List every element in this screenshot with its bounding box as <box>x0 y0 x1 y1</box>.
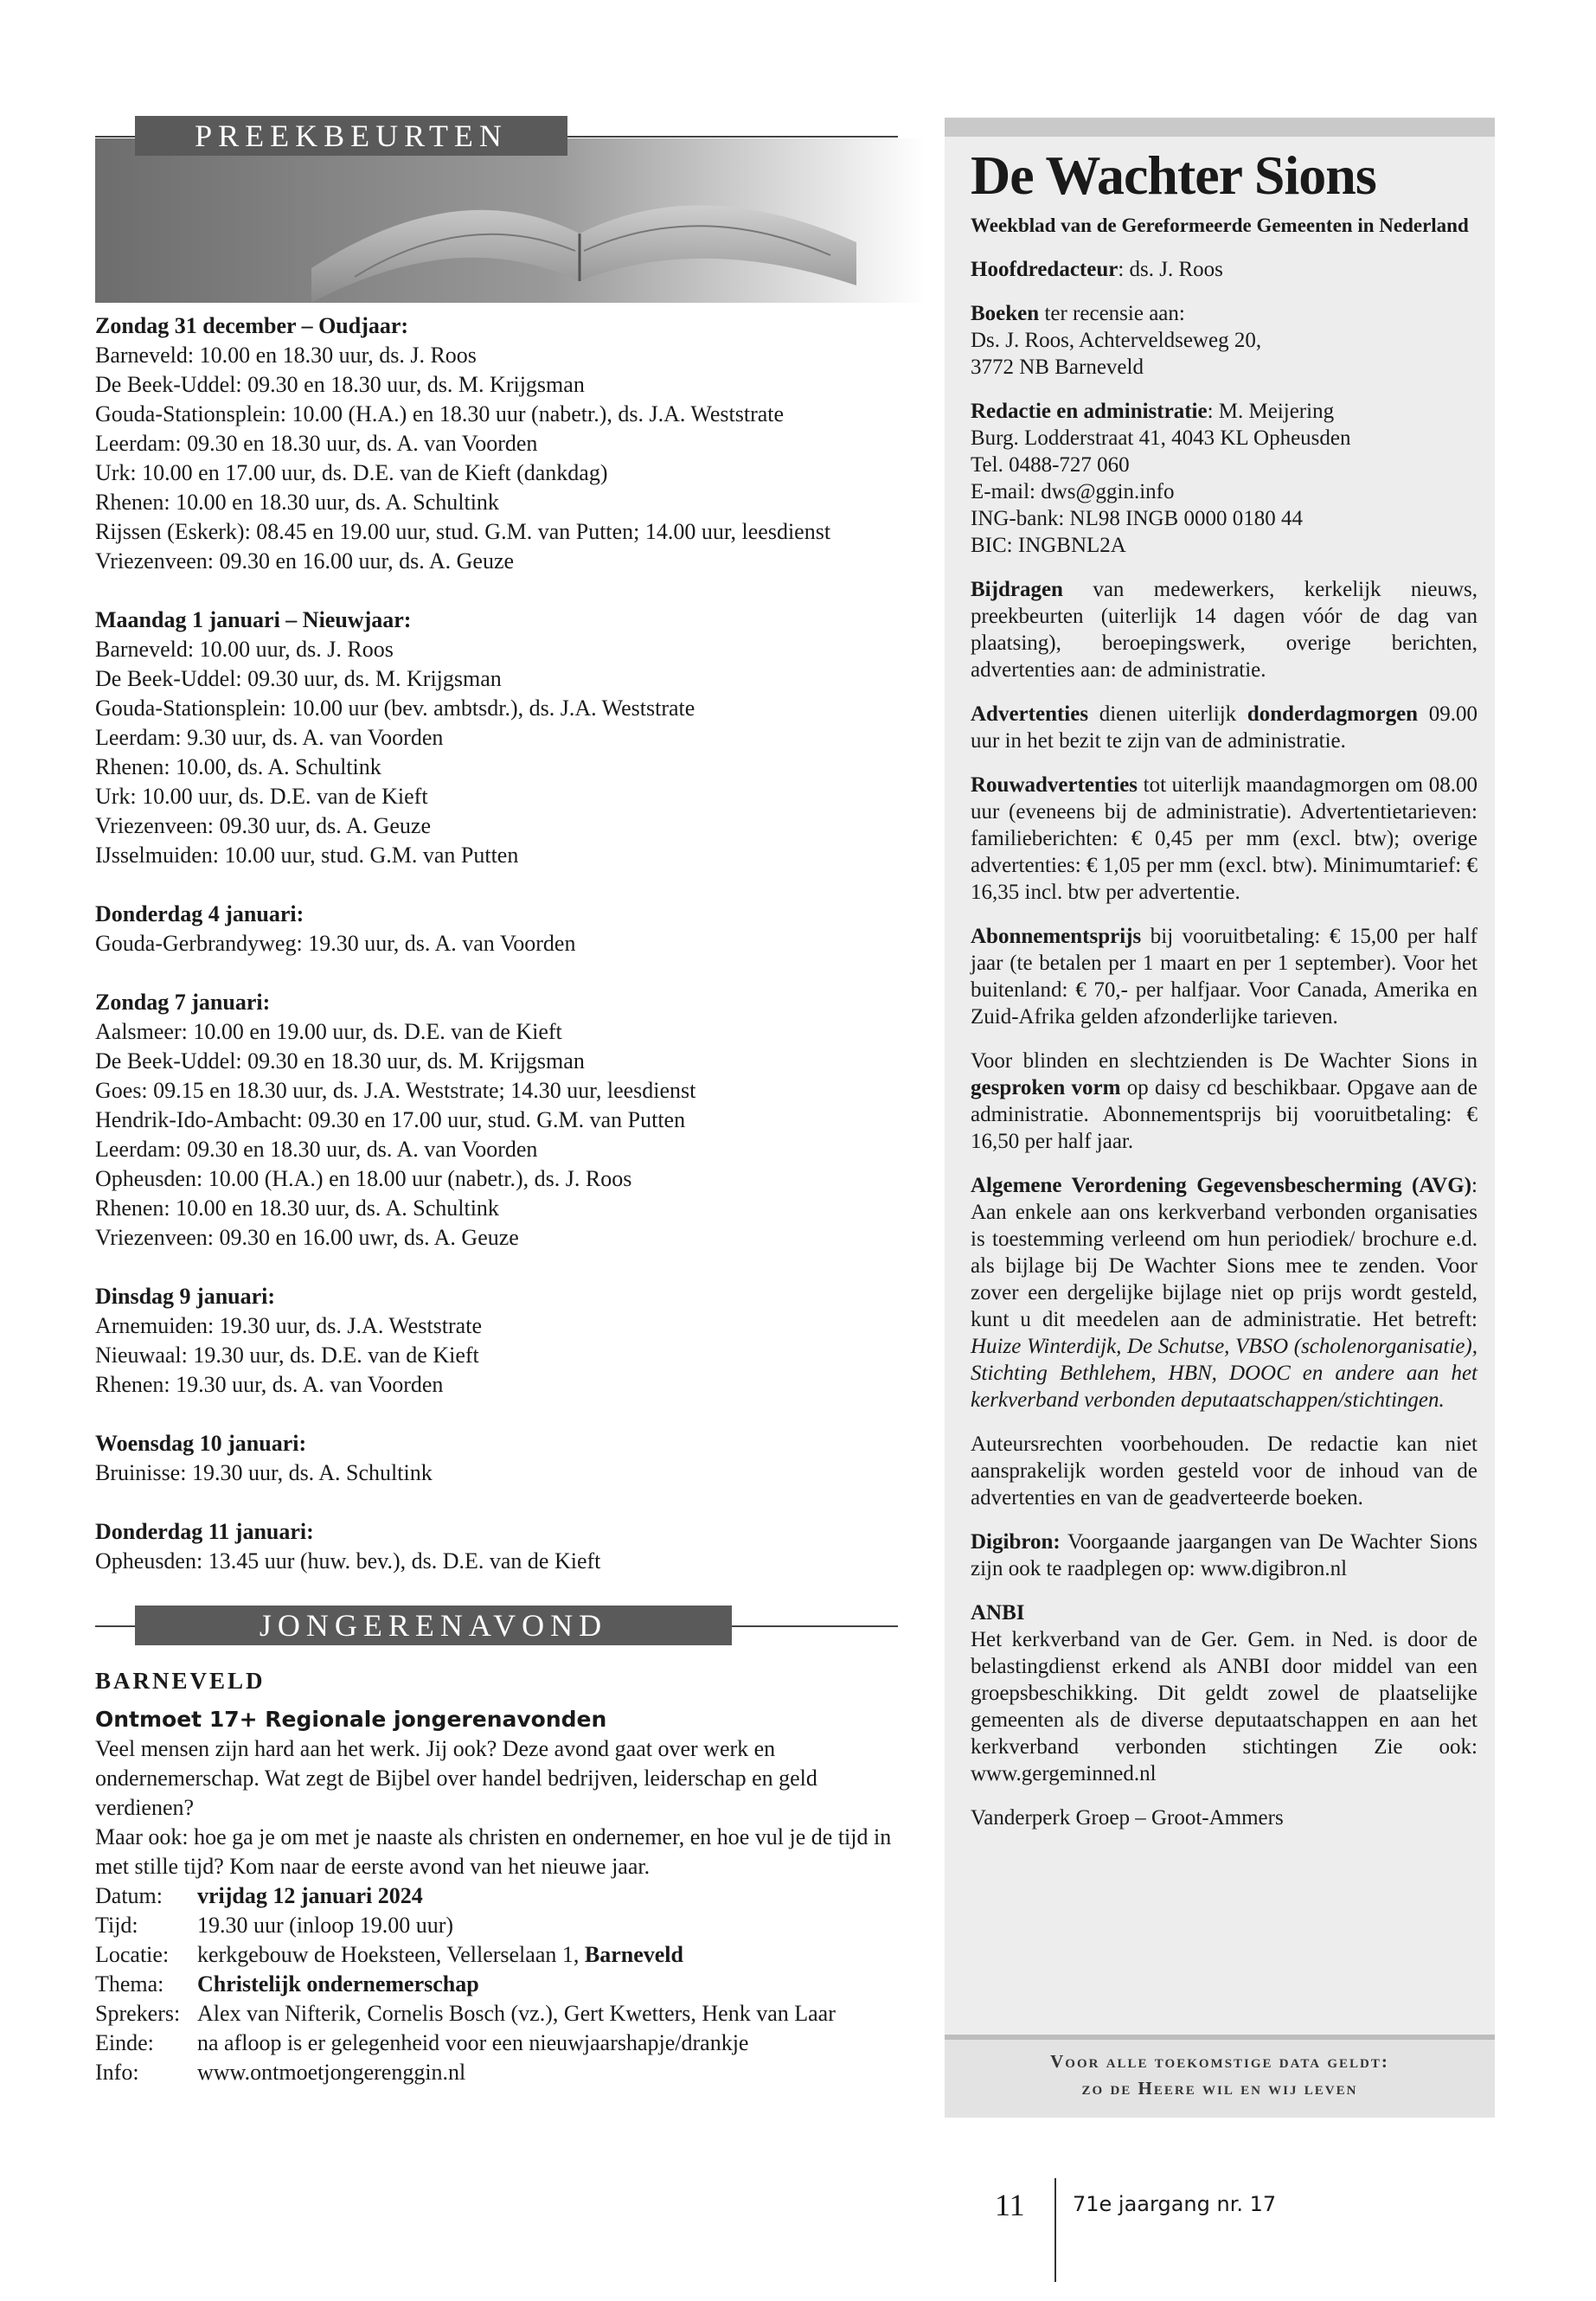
jongerenavond-title: JONGERENAVOND <box>135 1606 732 1645</box>
service-line: Rijssen (Eskerk): 08.45 en 19.00 uur, stud. G.M. van Putten; 14.00 uur, leesdienst <box>95 519 831 544</box>
day-block <box>95 1282 898 1400</box>
service-line: Nieuwaal: 19.30 uur, ds. D.E. van de Kieft <box>95 1343 479 1368</box>
detail-value[interactable]: www.ontmoetjongerenggin.nl <box>197 2060 466 2085</box>
service-line: Leerdam: 09.30 en 18.30 uur, ds. A. van Voorden <box>95 1137 538 1162</box>
detail-value: na afloop is er gelegenheid voor een nieuwjaarshapje/drankje <box>197 2030 749 2055</box>
service-line: IJsselmuiden: 10.00 uur, stud. G.M. van Putten <box>95 843 519 868</box>
day-block <box>95 988 898 1253</box>
advertenties: Advertenties dienen uiterlijk donderdagmorgen 09.00 uur in het bezit te zijn van de administratie. <box>971 702 1478 753</box>
colophon-top-band <box>945 118 1495 137</box>
toekomstige-data-notice: Voor alle toekomstige data geldt: zo de Heere wil en wij leven <box>945 2035 1495 2118</box>
day-title: Woensdag 10 januari: <box>95 1431 307 1456</box>
avg: Algemene Verordening Gegevensbescherming (AVG): Aan enkele aan ons kerkverband verbonden organisaties is toestemming verleend om hun periodiek/ brochure e.d. als bijlage bij De Wachter Sions mee te zenden. Voor zover een dergelijke bijlage niet op prijs wordt gesteld, kunt u dit meedelen aan de administratie. Het betreft: Huize Winterdijk, De Schutse, VBSO (scholenorganisatie), Stichting Bethlehem, HBN, DOOC en andere aan het kerkverband verbonden deputaatschappen/stichtingen. <box>971 1174 1477 1412</box>
detail-value: vrijdag 12 januari 2024 <box>197 1883 423 1908</box>
detail-value: Christelijk ondernemerschap <box>197 1971 479 1997</box>
service-line: Gouda-Stationsplein: 10.00 (H.A.) en 18.30 uur (nabetr.), ds. J.A. Weststrate <box>95 401 785 426</box>
service-line: Vriezenveen: 09.30 uur, ds. A. Geuze <box>95 813 431 838</box>
jongerenavond-intro: Veel mensen zijn hard aan het werk. Jij ook? Deze avond gaat over werk en ondernemerschap. Wat zegt de Bijbel over handel bedrijven, leiderschap en geld verdienen? <box>95 1736 817 1820</box>
preekbeurten-title: PREEKBEURTEN <box>135 116 567 156</box>
jongerenavond-place: BARNEVELD <box>95 1668 266 1694</box>
detail-value: 19.30 uur (inloop 19.00 uur) <box>197 1913 454 1938</box>
service-line: Rhenen: 19.30 uur, ds. A. van Voorden <box>95 1372 444 1397</box>
masthead-subtitle: Weekblad van de Gereformeerde Gemeenten in Nederland <box>971 215 1469 236</box>
service-line: De Beek-Uddel: 09.30 uur, ds. M. Krijgsman <box>95 666 502 691</box>
detail-label: Datum: <box>95 1883 163 1908</box>
service-line: Leerdam: 9.30 uur, ds. A. van Voorden <box>95 725 444 750</box>
service-line: Aalsmeer: 10.00 en 19.00 uur, ds. D.E. van de Kieft <box>95 1019 562 1044</box>
service-line: Opheusden: 10.00 (H.A.) en 18.00 uur (nabetr.), ds. J. Roos <box>95 1166 632 1191</box>
jongerenavond-intro-2: Maar ook: hoe ga je om met je naaste als christen en ondernemer, en hoe vul je de tijd in met stille tijd? Kom naar de eerste avond van het nieuwe jaar. <box>95 1824 892 1879</box>
service-line: Hendrik-Ido-Ambacht: 09.30 en 17.00 uur, stud. G.M. van Putten <box>95 1107 686 1132</box>
service-line: Vriezenveen: 09.30 en 16.00 uur, ds. A. Geuze <box>95 548 515 574</box>
service-line: Gouda-Stationsplein: 10.00 uur (bev. ambtsdr.), ds. J.A. Weststrate <box>95 695 695 721</box>
service-line: Vriezenveen: 09.30 en 16.00 uwr, ds. A. Geuze <box>95 1225 519 1250</box>
abonnementsprijs: Abonnementsprijs bij vooruitbetaling: € 15,00 per half jaar (te betalen per 1 maart en per 1 september). Voor het buitenland: € 70,- per halfjaar. Voor Canada, Amerika en Zuid-Afrika gelden afzonderlijke tarieven. <box>971 925 1477 1029</box>
blinden: Voor blinden en slechtzienden is De Wachter Sions in gesproken vorm op daisy cd beschikbaar. Opgave aan de administratie. Abonnementsprijs bij vooruitbetaling: € 16,50 per half jaar. <box>971 1049 1477 1153</box>
service-line: Urk: 10.00 uur, ds. D.E. van de Kieft <box>95 784 428 809</box>
detail-value: kerkgebouw de Hoeksteen, Vellerselaan 1, Barneveld <box>197 1942 683 1967</box>
day-block <box>95 1517 898 1576</box>
redactie-administratie: Redactie en administratie: M. Meijering Burg. Lodderstraat 41, 4043 KL Opheusden Tel. 0488-727 060 E-mail: dws@ggin.info ING-bank: NL98 INGB 0000 0180 44 BIC: INGBNL2A <box>971 400 1351 557</box>
drukker: Vanderperk Groep – Groot-Ammers <box>971 1806 1284 1830</box>
colophon-panel <box>945 118 1495 2118</box>
jongerenavond-heading: Ontmoet 17+ Regionale jongerenavonden <box>95 1707 607 1732</box>
day-title: Donderdag 4 januari: <box>95 901 304 926</box>
detail-label: Sprekers: <box>95 2001 181 2026</box>
auteursrechten: Auteursrechten voorbehouden. De redactie kan niet aansprakelijk worden gesteld voor de inhoud van de advertenties en van de geadverteerde boeken. <box>971 1433 1477 1509</box>
detail-value: Alex van Nifterik, Cornelis Bosch (vz.), Gert Kwetters, Henk van Laar <box>197 2001 836 2026</box>
boeken-recensie: Boeken ter recensie aan: Ds. J. Roos, Achterveldseweg 20, 3772 NB Barneveld <box>971 302 1262 379</box>
digibron: Digibron: Voorgaande jaargangen van De Wachter Sions zijn ook te raadplegen op: www.digibron.nl <box>971 1530 1477 1580</box>
day-title: Maandag 1 januari – Nieuwjaar: <box>95 607 412 632</box>
hoofdredacteur: Hoofdredacteur: ds. J. Roos <box>971 258 1223 281</box>
service-line: Barneveld: 10.00 en 18.30 uur, ds. J. Roos <box>95 343 477 368</box>
email-link[interactable]: E-mail: dws@ggin.info <box>971 480 1175 503</box>
detail-label: Einde: <box>95 2030 154 2055</box>
day-block <box>95 606 898 870</box>
preekbeurten-header <box>95 116 898 164</box>
day-block <box>95 900 898 958</box>
jaargang: 71e jaargang nr. 17 <box>1073 2192 1277 2216</box>
jongerenavond-details <box>95 1881 898 2087</box>
service-line: Opheusden: 13.45 uur (huw. bev.), ds. D.E. van de Kieft <box>95 1548 601 1574</box>
day-title: Dinsdag 9 januari: <box>95 1284 276 1309</box>
day-block <box>95 311 898 576</box>
detail-label: Thema: <box>95 1971 164 1997</box>
service-line: Gouda-Gerbrandyweg: 19.30 uur, ds. A. van Voorden <box>95 931 576 956</box>
day-block <box>95 1429 898 1488</box>
masthead: De Wachter Sions <box>971 144 1376 206</box>
day-title: Zondag 7 januari: <box>95 990 271 1015</box>
service-line: Barneveld: 10.00 uur, ds. J. Roos <box>95 637 394 662</box>
detail-label: Info: <box>95 2060 139 2085</box>
preekbeurten-list <box>95 311 898 1576</box>
service-line: De Beek-Uddel: 09.30 en 18.30 uur, ds. M. Krijgsman <box>95 1048 585 1074</box>
bijdragen: Bijdragen van medewerkers, kerkelijk nieuws, preekbeurten (uiterlijk 14 dagen vóór de dag van plaatsing), beroepingswerk, overige berichten, advertenties aan: de administratie. <box>971 578 1477 682</box>
service-line: Goes: 09.15 en 18.30 uur, ds. J.A. Weststrate; 14.30 uur, leesdienst <box>95 1078 696 1103</box>
day-title: Donderdag 11 januari: <box>95 1519 314 1544</box>
service-line: Arnemuiden: 19.30 uur, ds. J.A. Weststrate <box>95 1313 482 1338</box>
page-number: 11 <box>995 2188 1025 2222</box>
anbi: ANBI Het kerkverband van de Ger. Gem. in Ned. is door de belastingdienst erkend als ANBI door middel van een groepsbeschikking. Dit geldt zowel de plaatselijke gemeenten als de diverse deputaatschappen en aan het kerkverband verbonden stichtingen Zie ook: www.gergeminned.nl <box>971 1601 1477 1785</box>
service-line: Rhenen: 10.00 en 18.30 uur, ds. A. Schultink <box>95 490 499 515</box>
service-line: Leerdam: 09.30 en 18.30 uur, ds. A. van Voorden <box>95 431 538 456</box>
left-column <box>95 116 898 2087</box>
rouwadvertenties: Rouwadvertenties tot uiterlijk maandagmorgen om 08.00 uur (eveneens bij de administratie). Advertentietarieven: familieberichten: € 0,45 per mm (excl. btw); overige advertenties: € 1,05 per mm (excl. btw). Minimumtarief: € 16,35 incl. btw per advertentie. <box>971 773 1477 904</box>
detail-label: Tijd: <box>95 1913 138 1938</box>
service-line: Bruinisse: 19.30 uur, ds. A. Schultink <box>95 1460 433 1485</box>
service-line: Rhenen: 10.00 en 18.30 uur, ds. A. Schultink <box>95 1195 499 1221</box>
footer-divider <box>1054 2178 1056 2282</box>
service-line: De Beek-Uddel: 09.30 en 18.30 uur, ds. M. Krijgsman <box>95 372 585 397</box>
jongerenavond-header <box>95 1606 898 1654</box>
day-title: Zondag 31 december – Oudjaar: <box>95 313 409 338</box>
service-line: Urk: 10.00 en 17.00 uur, ds. D.E. van de Kieft (dankdag) <box>95 460 608 485</box>
detail-label: Locatie: <box>95 1942 170 1967</box>
service-line: Rhenen: 10.00, ds. A. Schultink <box>95 754 381 779</box>
